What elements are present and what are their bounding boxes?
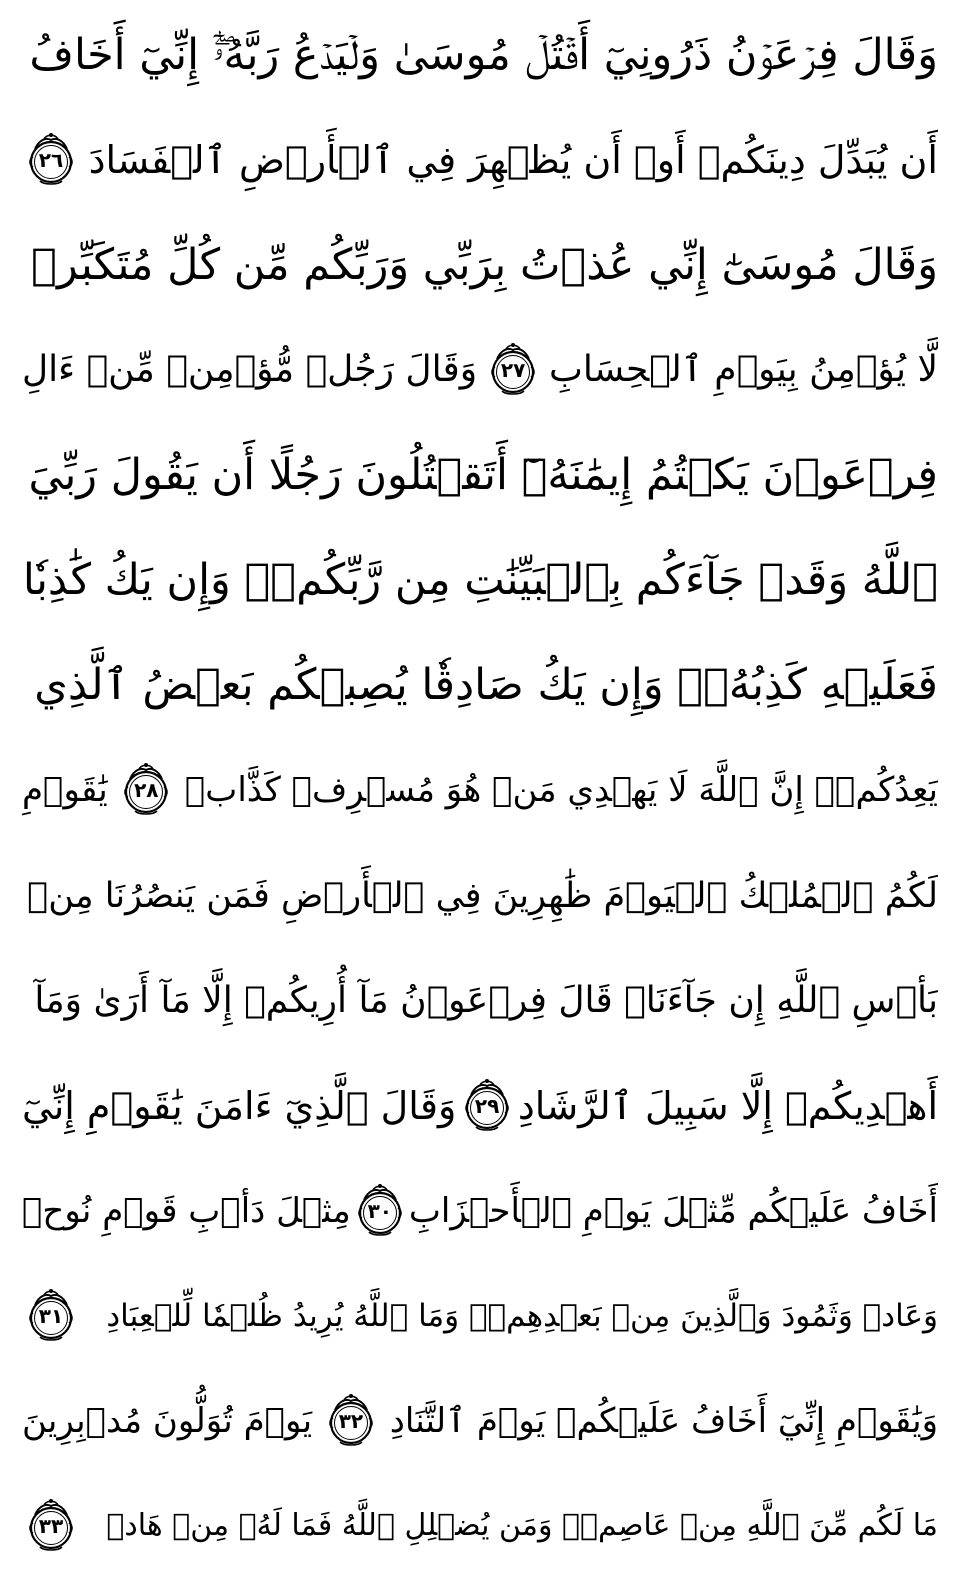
text-line-9 xyxy=(22,851,938,941)
verse-text: وَقَالَ رَجُلٞ مُّؤۡمِنٞ مِّنۡ ءَالِ xyxy=(22,349,478,391)
verse-text: أَهۡدِيكُمۡ إِلَّا سَبِيلَ ٱلرَّشَادِ xyxy=(517,1083,938,1128)
verse-number: ٢٦ xyxy=(38,148,64,173)
verse-text: فِرۡعَوۡنَ يَكۡتُمُ إِيمَٰنَهُۥٓ أَتَقۡتُلُونَ رَجُلًا أَن يَقُولَ رَبِّيَ xyxy=(28,450,938,501)
verse-text: مَا لَكُم مِّنَ ٱللَّهِ مِنۡ عَاصِمٖۗ وَمَن يُضۡلِلِ ٱللَّهُ فَمَا لَهُۥ مِنۡ هَادٖ xyxy=(106,1507,938,1543)
text-line-3 xyxy=(22,220,938,310)
text-line-12 xyxy=(22,1166,938,1256)
verse-number: ٢٨ xyxy=(134,778,159,803)
ayah-end-ornament-icon xyxy=(322,1392,380,1450)
verse-number: ٣٠ xyxy=(367,1198,392,1223)
verse-text: ٱللَّهُ وَقَدۡ جَآءَكُم بِٱلۡبَيِّنَٰتِ مِن رَّبِّكُمۡۖ وَإِن يَكُ كَٰذِبٗا xyxy=(22,555,938,606)
text-line-11 xyxy=(22,1061,938,1151)
text-line-15 xyxy=(22,1481,938,1571)
verse-text: يَوۡمَ تُوَلُّونَ مُدۡبِرِينَ xyxy=(22,1400,313,1441)
verse-number: ٢٩ xyxy=(474,1093,500,1118)
verse-text: يَعِدُكُمۡۖ إِنَّ ٱللَّهَ لَا يَهۡدِي مَنۡ هُوَ مُسۡرِفٞ كَذَّابٞ xyxy=(184,770,938,811)
verse-text: وَقَالَ فِرۡعَوۡنُ ذَرُونِيٓ أَقۡتُلۡ مُوسَىٰ وَلۡيَدۡعُ رَبَّهُۥٓۖ إِنِّيٓ أَخَافُ xyxy=(29,30,938,80)
verse-text: فَعَلَيۡهِ كَذِبُهُۥۖ وَإِن يَكُ صَادِقٗا يُصِبۡكُم بَعۡضُ ٱلَّذِي xyxy=(34,660,938,711)
verse-text: وَقَالَ ٱلَّذِيٓ ءَامَنَ يَٰقَوۡمِ إِنِّيٓ xyxy=(22,1083,457,1128)
verse-number: ٣١ xyxy=(38,1303,64,1328)
verse-text: لَكُمُ ٱلۡمُلۡكُ ٱلۡيَوۡمَ ظَٰهِرِينَ فِي ٱلۡأَرۡضِ فَمَن يَنصُرُنَا مِنۢ xyxy=(27,875,938,916)
verse-text: وَعَادٖ وَثَمُودَ وَٱلَّذِينَ مِنۢ بَعۡدِهِمۡۚ وَمَا ٱللَّهُ يُرِيدُ ظُلۡمٗا لِّلۡعِبَادِ xyxy=(106,1297,938,1334)
ayah-end-ornament-icon xyxy=(117,761,175,819)
verse-text: يَٰقَوۡمِ xyxy=(22,770,108,811)
ayah-end-ornament-icon xyxy=(22,131,80,189)
ayah-end-ornament-icon xyxy=(22,1287,80,1345)
verse-text: أَخَافُ عَلَيۡكُم مِّثۡلَ يَوۡمِ ٱلۡأَحۡزَابِ xyxy=(408,1190,938,1231)
ayah-end-ornament-icon xyxy=(458,1077,516,1135)
verse-number: ٢٧ xyxy=(500,358,526,383)
verse-text: لَّا يُؤۡمِنُ بِيَوۡمِ ٱلۡحِسَابِ xyxy=(548,349,938,391)
text-line-14 xyxy=(22,1376,938,1466)
verse-text: وَقَالَ مُوسَىٰٓ إِنِّي عُذۡتُ بِرَبِّي وَرَبِّكُم مِّن كُلِّ مُتَكَبِّرٖ xyxy=(31,240,938,291)
ayah-end-ornament-icon xyxy=(351,1182,409,1240)
text-line-10 xyxy=(22,956,938,1046)
ayah-end-ornament-icon xyxy=(22,1497,80,1555)
verse-text: بَأۡسِ ٱللَّهِ إِن جَآءَنَاۚ قَالَ فِرۡعَوۡنُ مَآ أُرِيكُمۡ إِلَّا مَآ أَرَىٰ وَمَآ xyxy=(34,979,938,1021)
text-line-2 xyxy=(22,115,938,205)
text-line-7 xyxy=(22,640,938,730)
text-line-6 xyxy=(22,535,938,625)
text-line-1 xyxy=(22,10,938,100)
text-line-8 xyxy=(22,745,938,835)
verse-number: ٣٣ xyxy=(38,1513,64,1538)
text-line-13 xyxy=(22,1271,938,1361)
verse-text: مِثۡلَ دَأۡبِ قَوۡمِ نُوحٖ xyxy=(22,1190,351,1231)
text-line-4 xyxy=(22,325,938,415)
verse-text: وَيَٰقَوۡمِ إِنِّيٓ أَخَافُ عَلَيۡكُمۡ يَوۡمَ ٱلتَّنَادِ xyxy=(389,1400,938,1441)
verse-text: أَن يُبَدِّلَ دِينَكُمۡ أَوۡ أَن يُظۡهِرَ فِي ٱلۡأَرۡضِ ٱلۡفَسَادَ xyxy=(88,138,938,183)
verse-number: ٣٢ xyxy=(338,1408,364,1433)
text-line-5 xyxy=(22,430,938,520)
ayah-end-ornament-icon xyxy=(484,341,542,399)
